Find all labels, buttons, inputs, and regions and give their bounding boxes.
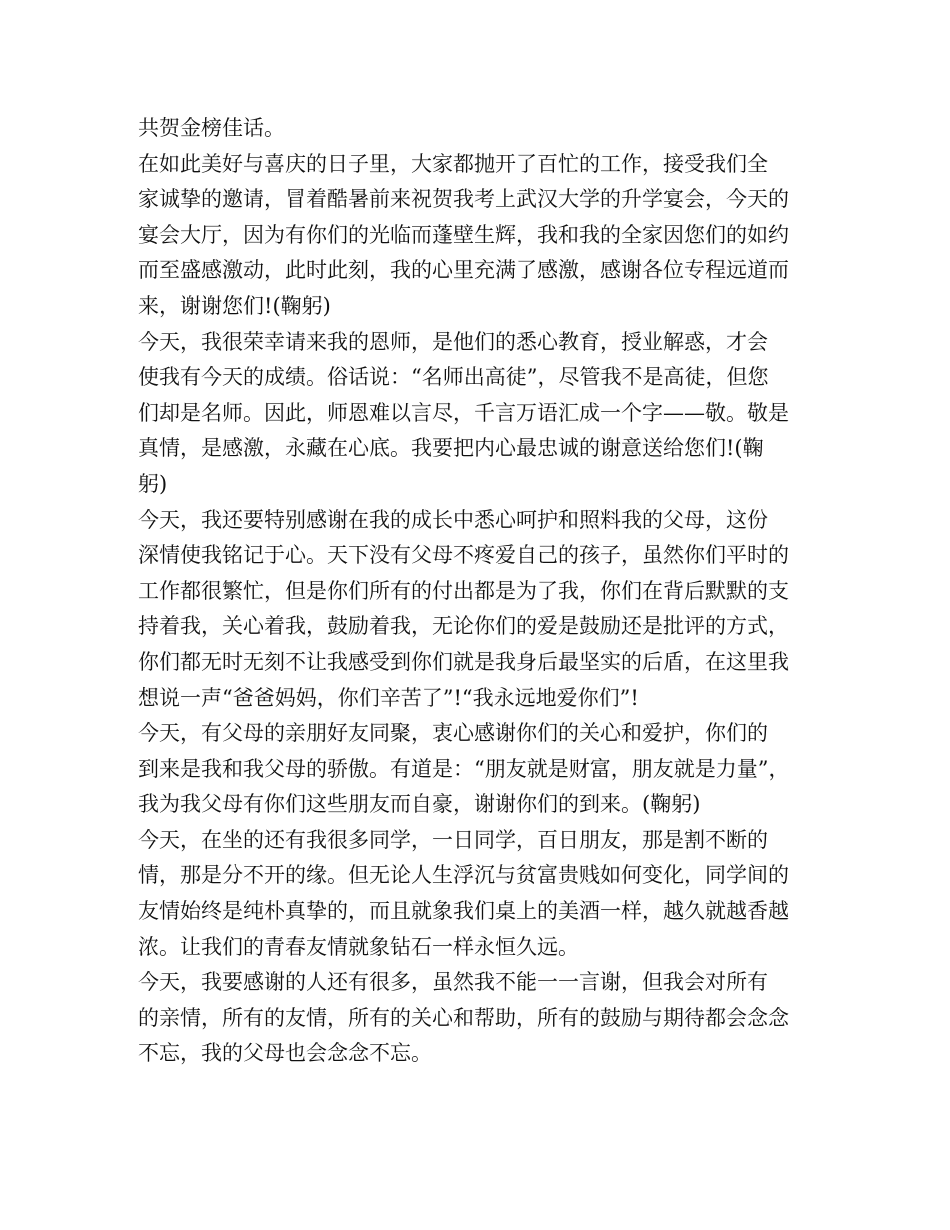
text-line: 今天，我很荣幸请来我的恩师，是他们的悉心教育，授业解惑，才会	[138, 329, 768, 354]
text-line: 的亲情，所有的友情，所有的关心和帮助，所有的鼓励与期待都会念念	[138, 1005, 789, 1030]
text-line: 宴会大厅，因为有你们的光临而蓬壁生辉，我和我的全家因您们的如约	[138, 222, 789, 247]
paragraph-7	[138, 965, 838, 1072]
text-line: 想说一声“爸爸妈妈，你们辛苦了”!“我永远地爱你们”!	[138, 685, 639, 710]
text-line: 使我有今天的成绩。俗话说：“名师出高徒”，尽管我不是高徒，但您	[138, 365, 769, 390]
text-line: 深情使我铭记于心。天下没有父母不疼爱自己的孩子，虽然你们平时的	[138, 543, 789, 568]
text-line: 不忘，我的父母也会念念不忘。	[138, 1041, 432, 1066]
text-line: 今天，我还要特别感谢在我的成长中悉心呵护和照料我的父母，这份	[138, 507, 768, 532]
paragraph-3	[138, 325, 838, 503]
text-line: 浓。让我们的青春友情就象钻石一样永恒久远。	[138, 934, 579, 959]
text-line: 我为我父母有你们这些朋友而自豪，谢谢你们的到来。(鞠躬)	[138, 792, 701, 817]
document-body	[138, 111, 838, 1072]
text-line: 你们都无时无刻不让我感受到你们就是我身后最坚实的后盾，在这里我	[138, 649, 789, 674]
paragraph-1	[138, 111, 838, 147]
text-line: 情，那是分不开的缘。但无论人生浮沉与贫富贵贱如何变化，同学间的	[138, 863, 789, 888]
text-line: 持着我，关心着我，鼓励着我，无论你们的爱是鼓励还是批评的方式，	[138, 614, 789, 639]
paragraph-4	[138, 503, 838, 717]
paragraph-6	[138, 823, 838, 965]
text-line: 工作都很繁忙，但是你们所有的付出都是为了我，你们在背后默默的支	[138, 578, 789, 603]
text-line: 在如此美好与喜庆的日子里，大家都抛开了百忙的工作，接受我们全	[138, 151, 768, 176]
text-line: 家诚挚的邀请，冒着酷暑前来祝贺我考上武汉大学的升学宴会，今天的	[138, 187, 789, 212]
text-line: 们却是名师。因此，师恩难以言尽，千言万语汇成一个字——敬。敬是	[138, 400, 789, 425]
text-line: 今天，我要感谢的人还有很多，虽然我不能一一言谢，但我会对所有	[138, 970, 768, 995]
text-line: 友情始终是纯朴真挚的，而且就象我们桌上的美酒一样，越久就越香越	[138, 899, 789, 924]
text-line: 共贺金榜佳话。	[138, 116, 285, 140]
text-line: 今天，在坐的还有我很多同学，一日同学，百日朋友，那是割不断的	[138, 827, 768, 852]
text-line: 而至盛感激动，此时此刻，我的心里充满了感激，感谢各位专程远道而	[138, 258, 789, 283]
text-line: 来，谢谢您们!(鞠躬)	[138, 293, 331, 318]
text-line: 真情，是感激，永藏在心底。我要把内心最忠诚的谢意送给您们!(鞠	[138, 436, 764, 461]
text-line: 今天，有父母的亲朋好友同聚，衷心感谢你们的关心和爱护，你们的	[138, 721, 768, 746]
paragraph-2	[138, 147, 838, 325]
text-line: 到来是我和我父母的骄傲。有道是：“朋友就是财富，朋友就是力量”，	[138, 756, 790, 781]
paragraph-5	[138, 716, 838, 823]
text-line: 躬)	[138, 471, 168, 496]
